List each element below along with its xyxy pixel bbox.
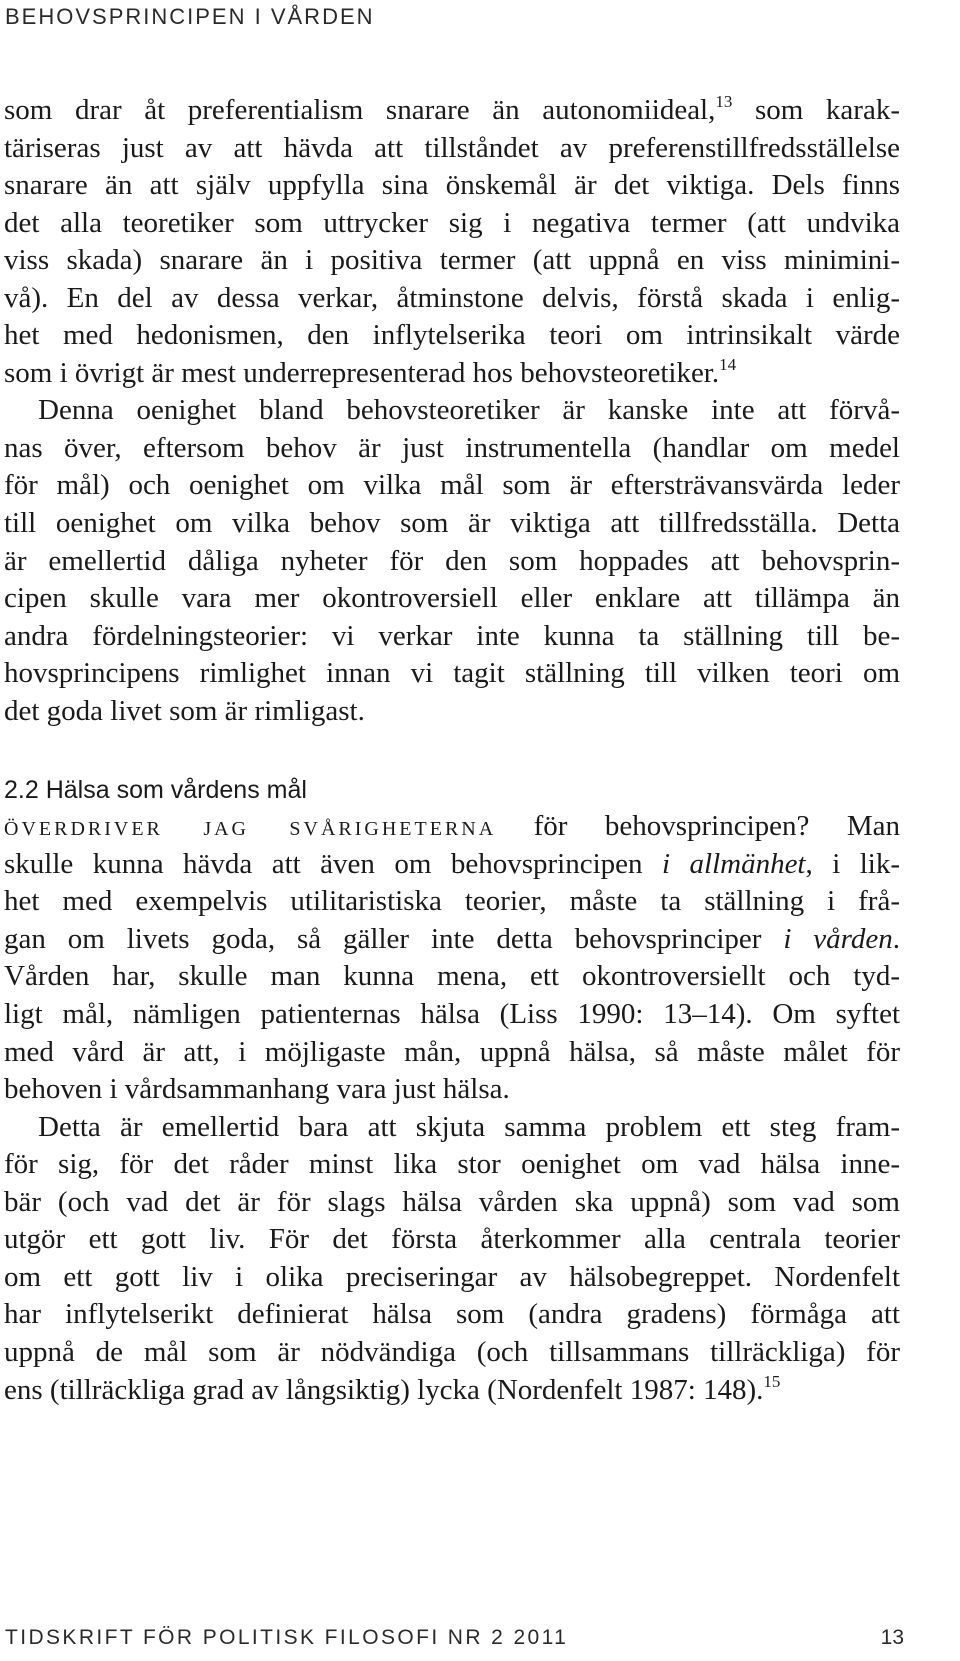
text-line: för mål) och oenighet om vilka mål som är eftersträvansvärda leder bbox=[4, 469, 900, 502]
text-line: med vård är att, i möjligaste mån, uppnå hälsa, så måste målet för bbox=[4, 1035, 900, 1068]
footnote-ref-13[interactable]: 13 bbox=[715, 92, 733, 111]
text-line: till oenighet om vilka behov som är viktiga att tillfredsställa. Detta bbox=[4, 507, 900, 540]
text-line: het med hedonismen, den inflytelserika teori om intrinsikalt värde bbox=[4, 319, 900, 352]
text-line: är emellertid dåliga nyheter för den som hoppades att behovsprin- bbox=[4, 544, 900, 577]
text-line: som drar åt preferentialism snarare än autonomiideal,$^{13}$ som karak- bbox=[4, 92, 900, 126]
text-line: utgör ett gott liv. För det första återkommer alla centrala teorier bbox=[4, 1223, 900, 1256]
text-line: det goda livet som är rimligast. bbox=[4, 694, 365, 727]
section-heading bbox=[4, 772, 900, 808]
text-line: het med exempelvis utilitaristiska teorier, måste ta ställning i frå- bbox=[4, 885, 900, 918]
section-title: Hälsa som vårdens mål bbox=[38, 776, 307, 805]
text-line: behoven i vårdsammanhang vara just hälsa. bbox=[4, 1073, 510, 1106]
text-line: för sig, för det råder minst lika stor oenighet om vad hälsa inne- bbox=[4, 1148, 900, 1181]
text-line: som i övrigt är mest underrepresenterad hos behovsteoretiker.$^{14}$ bbox=[4, 354, 737, 389]
paragraph-2 bbox=[4, 392, 900, 730]
text-line: skulle kunna hävda att även om behovsprincipen i allmänhet, i lik- bbox=[4, 847, 900, 880]
text-line: Detta är emellertid bara att skjuta samma problem ett steg fram- bbox=[38, 1110, 900, 1143]
text-line: uppnå de mål som är nödvändiga (och tillsammans tillräckliga) för bbox=[4, 1335, 900, 1368]
page-number: 13 bbox=[880, 1626, 904, 1649]
running-head: BEHOVSPRINCIPEN I VÅRDEN bbox=[5, 4, 375, 29]
text-line: överdriver jag svårigheterna för behovsprincipen? Man bbox=[4, 810, 900, 843]
paragraph-1 bbox=[4, 92, 900, 392]
footnote-ref-14[interactable]: 14 bbox=[719, 354, 737, 374]
text-line: gan om livets goda, så gäller inte detta behovsprinciper i vården. bbox=[4, 922, 900, 955]
text-line: Denna oenighet bland behovsteoretiker är kanske inte att förvå- bbox=[38, 394, 900, 427]
paragraph-4 bbox=[4, 1109, 900, 1409]
footnote-ref-15[interactable]: 15 bbox=[763, 1371, 781, 1391]
text-line: nas över, eftersom behov är just instrumentella (handlar om medel bbox=[4, 431, 900, 464]
text-line: ligt mål, nämligen patienternas hälsa (Liss 1990: 13–14). Om syftet bbox=[4, 998, 900, 1031]
text-line: vå). En del av dessa verkar, åtminstone delvis, förstå skada i enlig- bbox=[4, 281, 900, 314]
text-line: snarare än att själv uppfylla sina önskemål är det viktiga. Dels finns bbox=[4, 169, 900, 202]
body-text bbox=[4, 92, 900, 1409]
section-number: 2.2 bbox=[4, 776, 39, 805]
text-line: det alla teoretiker som uttrycker sig i negativa termer (att undvika bbox=[4, 206, 900, 239]
text-line: hovsprincipens rimlighet innan vi tagit ställning till vilken teori om bbox=[4, 657, 900, 690]
lead-in-smallcaps: överdriver jag svårigheterna bbox=[4, 810, 497, 843]
text-line: andra fördelningsteorier: vi verkar inte kunna ta ställning till be- bbox=[4, 619, 900, 652]
text-line: täriseras just av att hävda att tillståndet av preferenstillfredsställelse bbox=[4, 131, 900, 164]
text-line: har inflytelserikt definierat hälsa som (andra gradens) förmåga att bbox=[4, 1298, 900, 1331]
text-line: viss skada) snarare än i positiva termer (att uppnå en viss minimini- bbox=[4, 244, 900, 277]
text-line: bär (och vad det är för slags hälsa vården ska uppnå) som vad som bbox=[4, 1185, 900, 1218]
text-line: om ett gott liv i olika preciseringar av hälsobegreppet. Nordenfelt bbox=[4, 1260, 900, 1293]
text-line: Vården har, skulle man kunna mena, ett okontroversiellt och tyd- bbox=[4, 960, 900, 993]
text-line: ens (tillräckliga grad av långsiktig) lycka (Nordenfelt 1987: 148).$^{15}$ bbox=[4, 1371, 781, 1406]
paragraph-3 bbox=[4, 808, 900, 1108]
text-line: cipen skulle vara mer okontroversiell eller enklare att tillämpa än bbox=[4, 582, 900, 615]
journal-footer: TIDSKRIFT FÖR POLITISK FILOSOFI NR 2 2011 bbox=[5, 1626, 569, 1649]
